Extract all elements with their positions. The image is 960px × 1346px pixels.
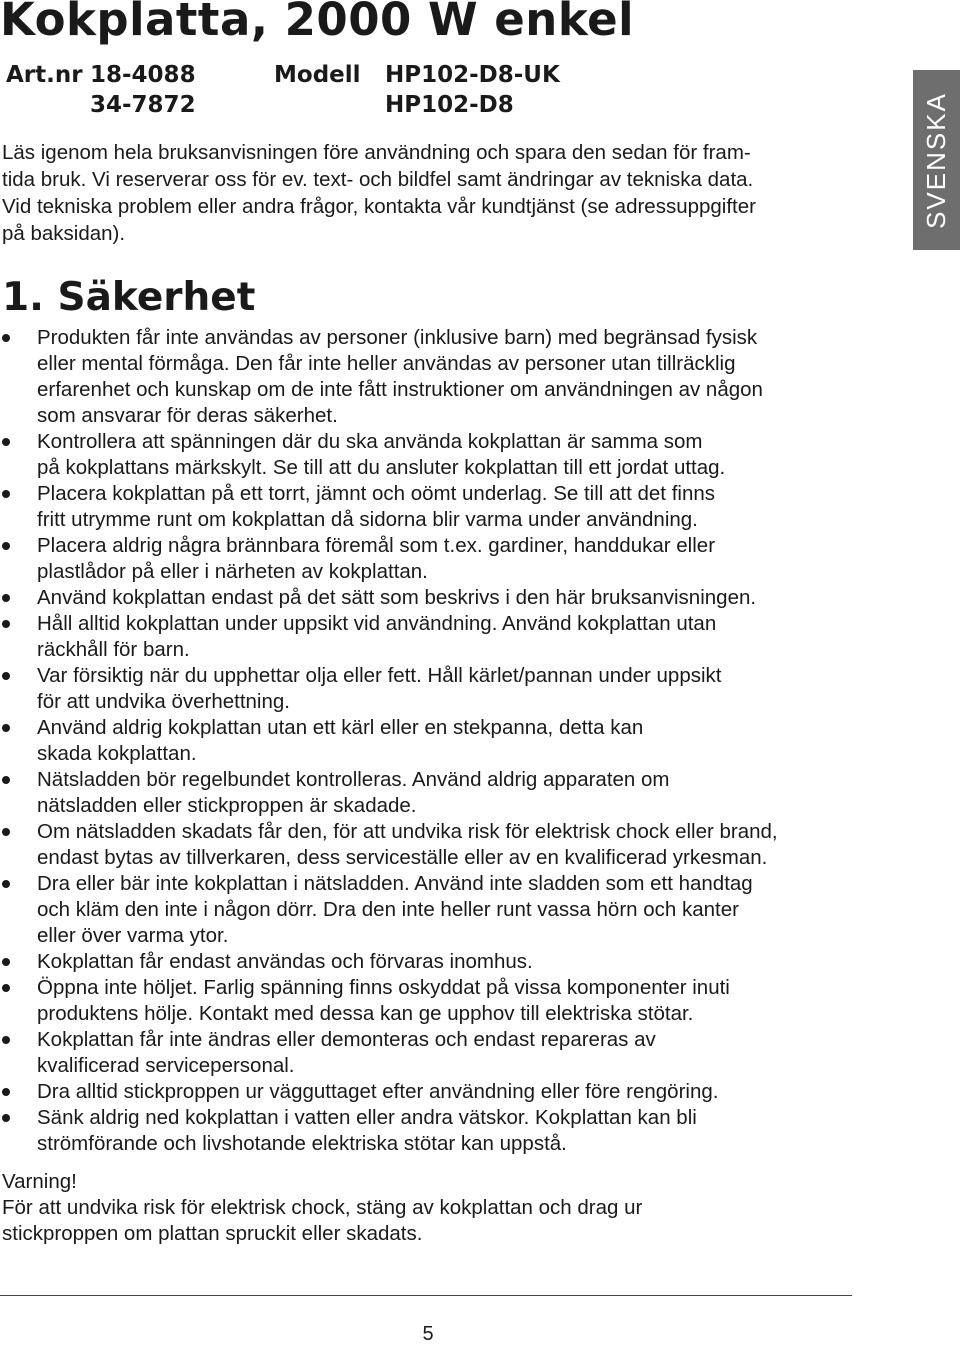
bullet-icon [2, 490, 10, 498]
page-number: 5 [422, 1323, 434, 1345]
safety-item-text: skada kokplattan. [37, 742, 197, 765]
safety-item-text: Var försiktig när du upphettar olja eller fett. Håll kärlet/pannan under uppsikt [37, 664, 722, 687]
safety-item-text: erfarenhet och kunskap om de inte fått instruktioner om användningen av någon [37, 378, 763, 401]
bullet-icon [2, 724, 10, 732]
safety-list-item [0, 1027, 900, 1079]
safety-item-text: kvalificerad servicepersonal. [37, 1054, 295, 1077]
bullet-icon [2, 438, 10, 446]
safety-list-item [0, 1079, 900, 1105]
bullet-icon [2, 620, 10, 628]
safety-list-item [0, 819, 900, 871]
safety-list-item [0, 533, 900, 585]
safety-item-text: Produkten får inte användas av personer (inklusive barn) med begränsad fysisk [37, 326, 758, 349]
warning-line: För att undvika risk för elektrisk chock, stäng av kokplattan och drag ur [2, 1196, 643, 1219]
safety-item-text: eller över varma ytor. [37, 924, 229, 947]
safety-item-text: strömförande och livshotande elektriska stötar kan uppstå. [37, 1132, 567, 1155]
safety-item-text: plastlådor på eller i närheten av kokplattan. [37, 560, 428, 583]
safety-item-text: Håll alltid kokplattan under uppsikt vid användning. Använd kokplattan utan [37, 612, 717, 635]
language-tab-label: SVENSKA [921, 91, 952, 229]
safety-item-text: Dra alltid stickproppen ur vägguttaget efter användning eller före rengöring. [37, 1080, 719, 1103]
safety-item-text: Om nätsladden skadats får den, för att undvika risk för elektrisk chock eller brand, [37, 820, 778, 843]
bullet-icon [2, 594, 10, 602]
safety-item-text: och kläm den inte i någon dörr. Dra den inte heller runt vassa hörn och kanter [37, 898, 739, 921]
bullet-icon [2, 1036, 10, 1044]
article-number-2: 34-7872 [90, 92, 196, 118]
safety-item-text: Använd aldrig kokplattan utan ett kärl eller en stekpanna, detta kan [37, 716, 644, 739]
safety-item-text: för att undvika överhettning. [37, 690, 290, 713]
intro-paragraph [2, 139, 832, 247]
safety-list-item [0, 949, 900, 975]
warning-line: stickproppen om plattan spruckit eller skadats. [2, 1222, 423, 1245]
safety-list-item [0, 767, 900, 819]
safety-list-item [0, 325, 900, 429]
safety-item-text: Placera kokplattan på ett torrt, jämnt och oömt underlag. Se till att det finns [37, 482, 716, 505]
bullet-icon [2, 958, 10, 966]
bullet-icon [2, 334, 10, 342]
safety-list-item [0, 663, 900, 715]
safety-item-text: Placera aldrig några brännbara föremål som t.ex. gardiner, handdukar eller [37, 534, 716, 557]
safety-list-item [0, 1105, 900, 1157]
model-number-2: HP102-D8 [385, 92, 514, 118]
safety-item-text: Sänk aldrig ned kokplattan i vatten eller andra vätskor. Kokplattan kan bli [37, 1106, 697, 1129]
safety-item-text: Dra eller bär inte kokplattan i nätsladden. Använd inte sladden som ett handtag [37, 872, 753, 895]
safety-item-text: räckhåll för barn. [37, 638, 190, 661]
article-label: Art.nr [6, 62, 83, 88]
safety-item-text: endast bytas av tillverkaren, dess serviceställe eller av en kvalificerad yrkesman. [37, 846, 768, 869]
safety-item-text: på kokplattans märkskylt. Se till att du ansluter kokplattan till ett jordat uttag. [37, 456, 726, 479]
safety-item-text: produktens hölje. Kontakt med dessa kan ge upphov till elektriska stötar. [37, 1002, 694, 1025]
safety-list-item [0, 975, 900, 1027]
bullet-icon [2, 672, 10, 680]
intro-line: Läs igenom hela bruksanvisningen före användning och spara den sedan för fram- [2, 141, 751, 164]
safety-list-item [0, 715, 900, 767]
safety-item-text: Nätsladden bör regelbundet kontrolleras. Använd aldrig apparaten om [37, 768, 670, 791]
safety-item-text: Kokplattan får inte ändras eller demonteras och endast repareras av [37, 1028, 656, 1051]
safety-item-text: Kokplattan får endast användas och förvaras inomhus. [37, 950, 533, 973]
safety-item-text: Öppna inte höljet. Farlig spänning finns oskyddat på vissa komponenter inuti [37, 976, 730, 999]
bullet-icon [2, 542, 10, 550]
section-heading-safety: 1. Säkerhet [2, 275, 256, 320]
safety-list [0, 325, 900, 1157]
bullet-icon [2, 828, 10, 836]
warning-text [2, 1195, 642, 1247]
safety-list-item [0, 611, 900, 663]
bullet-icon [2, 984, 10, 992]
intro-line: på baksidan). [2, 222, 126, 245]
bullet-icon [2, 1114, 10, 1122]
warning-heading: Varning! [2, 1170, 77, 1193]
language-tab [913, 70, 960, 250]
safety-list-item [0, 871, 900, 949]
page-title: Kokplatta, 2000 W enkel [0, 0, 635, 46]
safety-item-text: eller mental förmåga. Den får inte heller användas av personer utan tillräcklig [37, 352, 736, 375]
model-number-1: HP102-D8-UK [385, 62, 560, 88]
safety-item-text: Använd kokplattan endast på det sätt som beskrivs i den här bruksanvisningen. [37, 586, 757, 609]
intro-line: Vid tekniska problem eller andra frågor, kontakta vår kundtjänst (se adressuppgifter [2, 195, 756, 218]
intro-line: tida bruk. Vi reserverar oss för ev. text- och bildfel samt ändringar av tekniska data. [2, 168, 754, 191]
safety-list-item [0, 429, 900, 481]
bullet-icon [2, 776, 10, 784]
safety-list-item [0, 585, 900, 611]
bullet-icon [2, 880, 10, 888]
safety-list-item [0, 481, 900, 533]
safety-item-text: nätsladden eller stickproppen är skadade. [37, 794, 417, 817]
safety-item-text: fritt utrymme runt om kokplattan då sidorna blir varma under användning. [37, 508, 698, 531]
safety-item-text: Kontrollera att spänningen där du ska använda kokplattan är samma som [37, 430, 703, 453]
footer-divider [0, 1295, 852, 1296]
article-number-1: 18-4088 [90, 62, 196, 88]
bullet-icon [2, 1088, 10, 1096]
model-label: Modell [274, 62, 361, 88]
safety-item-text: som ansvarar för deras säkerhet. [37, 404, 338, 427]
